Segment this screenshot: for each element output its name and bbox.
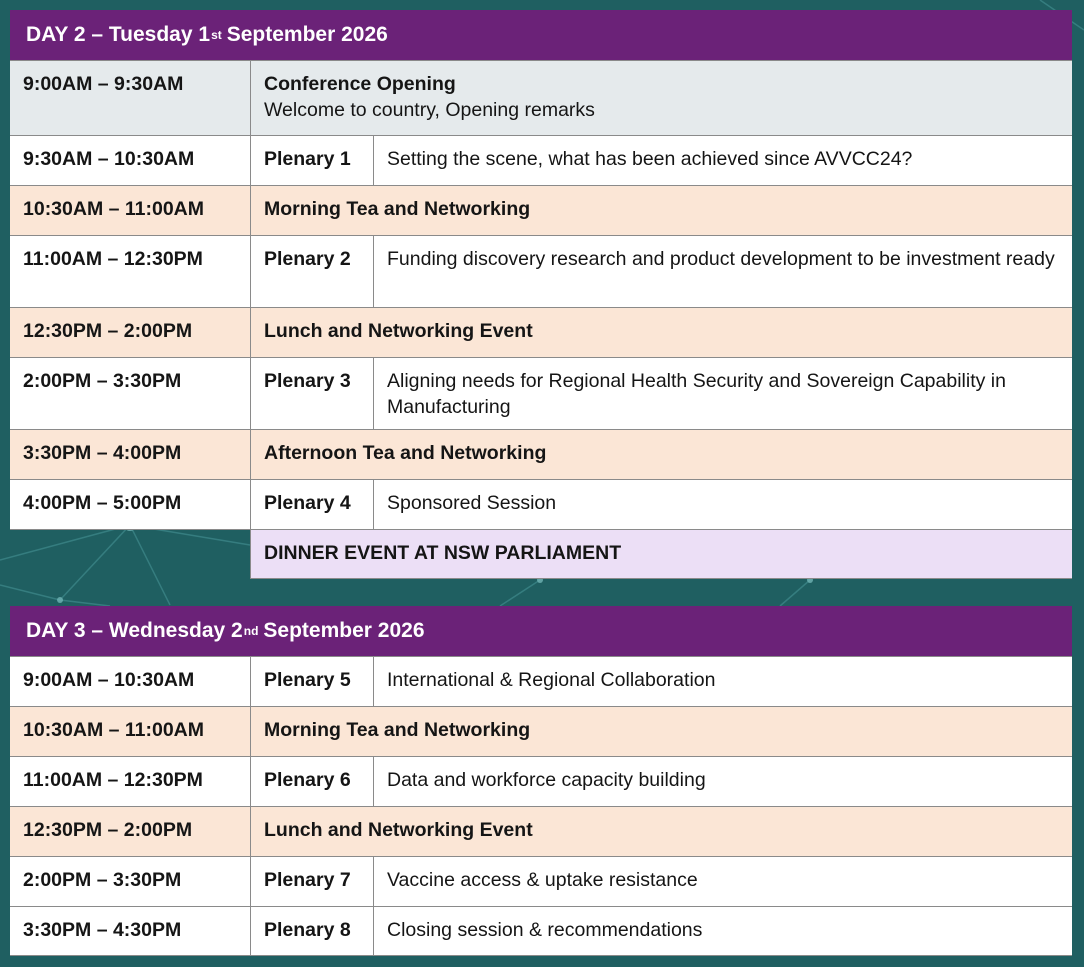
schedule-row-opening xyxy=(10,60,1072,135)
break-label: Afternoon Tea and Networking xyxy=(250,430,1072,479)
session-code: Plenary 6 xyxy=(250,757,373,806)
time-cell: 9:30AM – 10:30AM xyxy=(23,148,195,170)
session-code: Plenary 2 xyxy=(250,236,373,307)
session-description: Aligning needs for Regional Health Security and Sovereign Capability in Manufacturing xyxy=(373,358,1072,429)
schedule-row xyxy=(10,357,1072,429)
session-code: Plenary 7 xyxy=(250,857,373,906)
session-description: Data and workforce capacity building xyxy=(373,757,1072,806)
break-row xyxy=(10,706,1072,756)
time-cell: 4:00PM – 5:00PM xyxy=(23,492,182,514)
break-label: Lunch and Networking Event xyxy=(250,807,1072,856)
day-2-title-month: September 2026 xyxy=(226,23,388,46)
opening-subtitle: Welcome to country, Opening remarks xyxy=(264,99,595,121)
dinner-row xyxy=(10,529,1072,579)
day-3-title-month: September 2026 xyxy=(263,619,425,642)
time-cell: 10:30AM – 11:00AM xyxy=(23,719,205,741)
schedule-row xyxy=(10,656,1072,706)
session-description: Funding discovery research and product development to be investment ready xyxy=(373,236,1072,307)
session-code: Plenary 3 xyxy=(250,358,373,429)
session-description: Vaccine access & uptake resistance xyxy=(373,857,1072,906)
schedule-row xyxy=(10,906,1072,956)
time-cell: 10:30AM – 11:00AM xyxy=(23,198,205,220)
break-label: Morning Tea and Networking xyxy=(250,707,1072,756)
session-code: Plenary 8 xyxy=(250,907,373,955)
day-3-schedule xyxy=(10,606,1072,956)
time-cell: 3:30PM – 4:00PM xyxy=(23,442,182,464)
schedule-row xyxy=(10,756,1072,806)
opening-cell xyxy=(250,61,1072,135)
opening-title: Conference Opening xyxy=(264,73,456,95)
schedule-row xyxy=(10,235,1072,307)
session-description: International & Regional Collaboration xyxy=(373,657,1072,706)
session-code: Plenary 5 xyxy=(250,657,373,706)
time-cell: 3:30PM – 4:30PM xyxy=(23,919,182,941)
session-description: Closing session & recommendations xyxy=(373,907,1072,955)
schedule-row xyxy=(10,856,1072,906)
schedule-row xyxy=(10,135,1072,185)
time-cell: 9:00AM – 9:30AM xyxy=(23,73,184,95)
time-cell: 11:00AM – 12:30PM xyxy=(23,248,203,270)
day-3-header xyxy=(10,606,1072,656)
break-row xyxy=(10,307,1072,357)
session-code: Plenary 1 xyxy=(250,136,373,185)
time-cell: 2:00PM – 3:30PM xyxy=(23,869,182,891)
day-3-title: DAY 3 – Wednesday 2 xyxy=(26,619,243,642)
schedule-row xyxy=(10,479,1072,529)
day-2-title: DAY 2 – Tuesday 1 xyxy=(26,23,211,46)
time-cell: 12:30PM – 2:00PM xyxy=(23,320,193,342)
break-row xyxy=(10,185,1072,235)
break-row xyxy=(10,806,1072,856)
day-2-title-ordinal: st xyxy=(211,28,222,42)
time-cell: 11:00AM – 12:30PM xyxy=(23,769,203,791)
time-cell: 9:00AM – 10:30AM xyxy=(23,669,195,691)
session-description: Sponsored Session xyxy=(373,480,1072,529)
dinner-gap xyxy=(10,530,250,579)
break-label: Morning Tea and Networking xyxy=(250,186,1072,235)
break-label: Lunch and Networking Event xyxy=(250,308,1072,357)
day-3-title-ordinal: nd xyxy=(243,624,259,638)
time-cell: 2:00PM – 3:30PM xyxy=(23,370,182,392)
day-2-header xyxy=(10,10,1072,60)
time-cell: 12:30PM – 2:00PM xyxy=(23,819,193,841)
break-row xyxy=(10,429,1072,479)
session-description: Setting the scene, what has been achieved since AVVCC24? xyxy=(373,136,1072,185)
dinner-event-label: DINNER EVENT AT NSW PARLIAMENT xyxy=(250,530,1072,579)
day-2-schedule xyxy=(10,10,1072,579)
session-code: Plenary 4 xyxy=(250,480,373,529)
